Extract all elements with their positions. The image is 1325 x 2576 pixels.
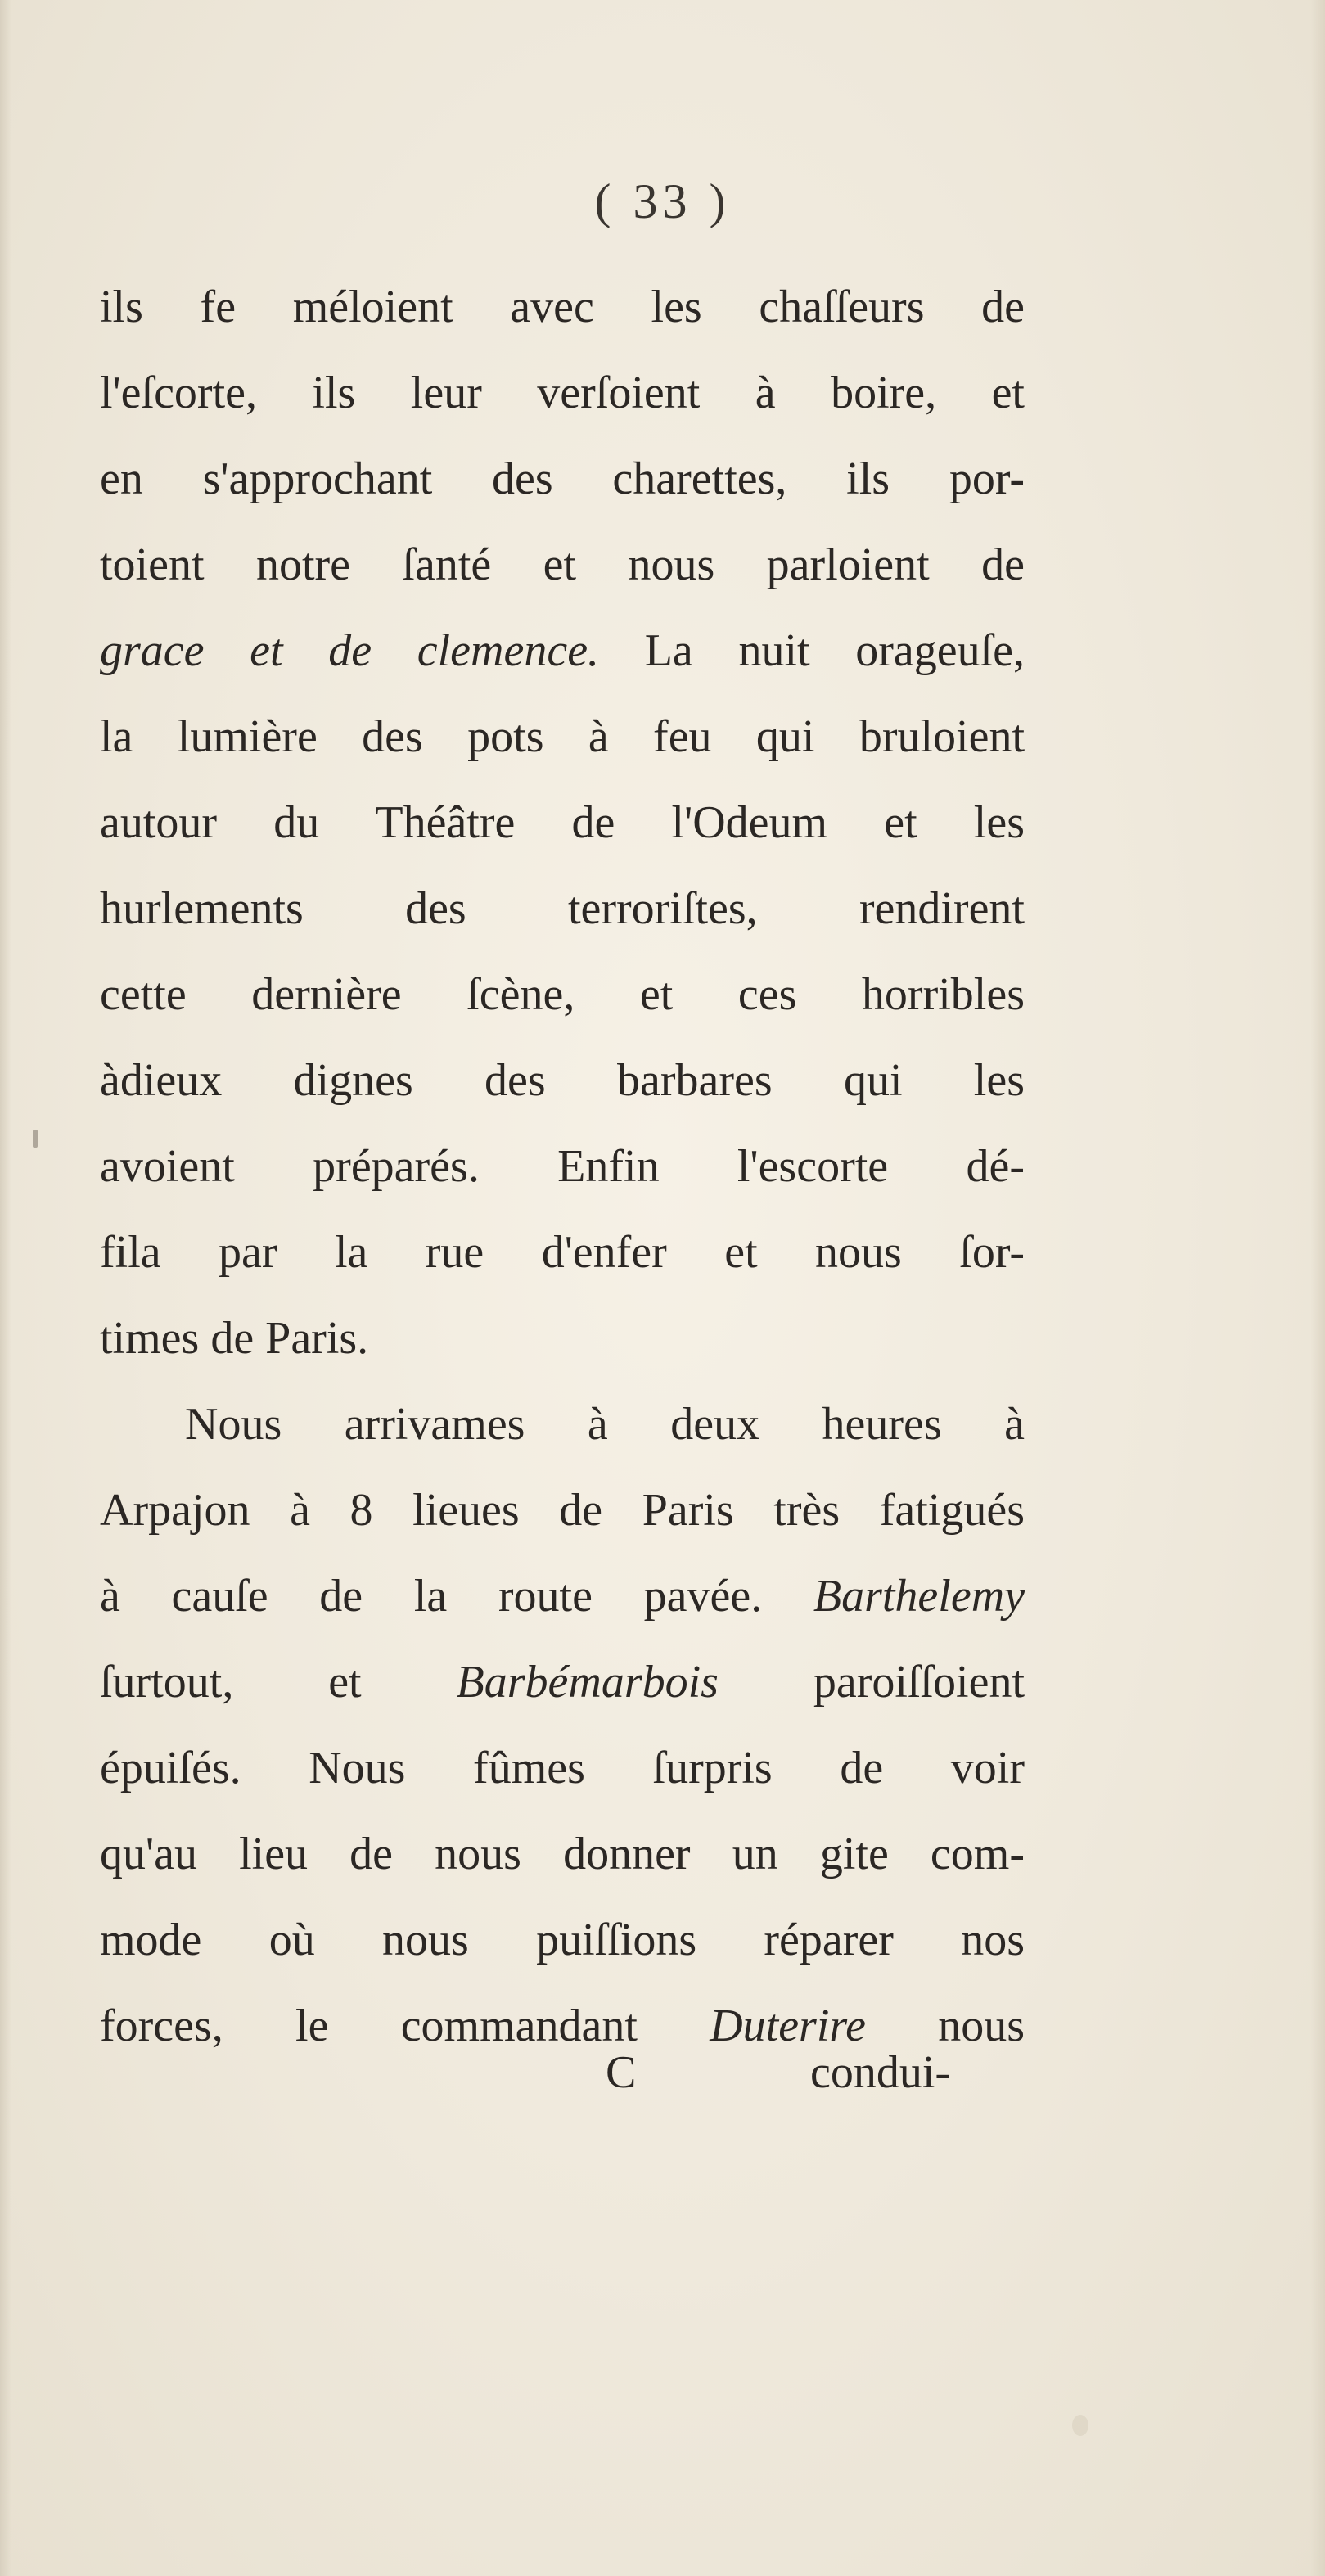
text-run: nous [938, 2001, 1025, 2051]
paper-stain [33, 1130, 38, 1148]
text-line: l'eſcorte, ils leur verſoient à boire, et [100, 368, 1025, 418]
text-line: cette dernière ſcène, et ces horribles [100, 969, 1025, 1020]
text-line [100, 1653, 1025, 1711]
text-line: mode où nous puiſſions réparer nos [100, 1915, 1025, 1965]
text-line: avoient préparés. Enfin l'escorte dé- [100, 1141, 1025, 1192]
text-line: àdieux dignes des barbares qui les [100, 1055, 1025, 1106]
text-line: la lumière des pots à feu qui bruloient [100, 711, 1025, 762]
text-line: Arpajon à 8 lieues de Paris très fatigués [100, 1485, 1025, 1536]
page-edge-shadow-right [1310, 0, 1325, 2576]
text-line: times de Paris. [100, 1313, 369, 1364]
text-line: fila par la rue d'enfer et nous ſor- [100, 1227, 1025, 1278]
paper-stain [1072, 2415, 1088, 2436]
page-number: ( 33 ) [594, 174, 731, 228]
text-line: toient notre ſanté et nous parloient de [100, 539, 1025, 590]
text-run: forces, le commandant [100, 2001, 638, 2051]
italic-name: Barbémarbois [456, 1657, 719, 1708]
text-line: en s'approchant des charettes, ils por- [100, 453, 1025, 504]
text-run: La nuit orageuſe, [644, 625, 1025, 676]
text-line [100, 1568, 1025, 1625]
text-line: ils fe méloient avec les chaſſeurs de [100, 282, 1025, 332]
signature-mark: C [606, 2047, 637, 2098]
text-line: hurlements des terroriſtes, rendirent [100, 883, 1025, 934]
text-run: paroiſſoient [813, 1657, 1025, 1708]
text-line: qu'au lieu de nous donner un gite com- [100, 1829, 1025, 1879]
text-line: autour du Théâtre de l'Odeum et les [100, 797, 1025, 848]
text-line: épuiſés. Nous fûmes ſurpris de voir [100, 1743, 1025, 1793]
catchword: condui- [810, 2047, 951, 2098]
text-run: à cauſe de la route pavée. [100, 1571, 763, 1622]
text-run: ſurtout, et [100, 1657, 362, 1708]
italic-phrase: grace et de clemence. [100, 625, 645, 676]
page-edge-shadow-left [0, 0, 11, 2576]
paragraph-first-line: Nous arrivames à deux heures à [185, 1399, 1025, 1450]
text-line [100, 622, 1025, 679]
italic-name: Barthelemy [813, 1571, 1025, 1622]
italic-name: Duterire [710, 2001, 866, 2051]
